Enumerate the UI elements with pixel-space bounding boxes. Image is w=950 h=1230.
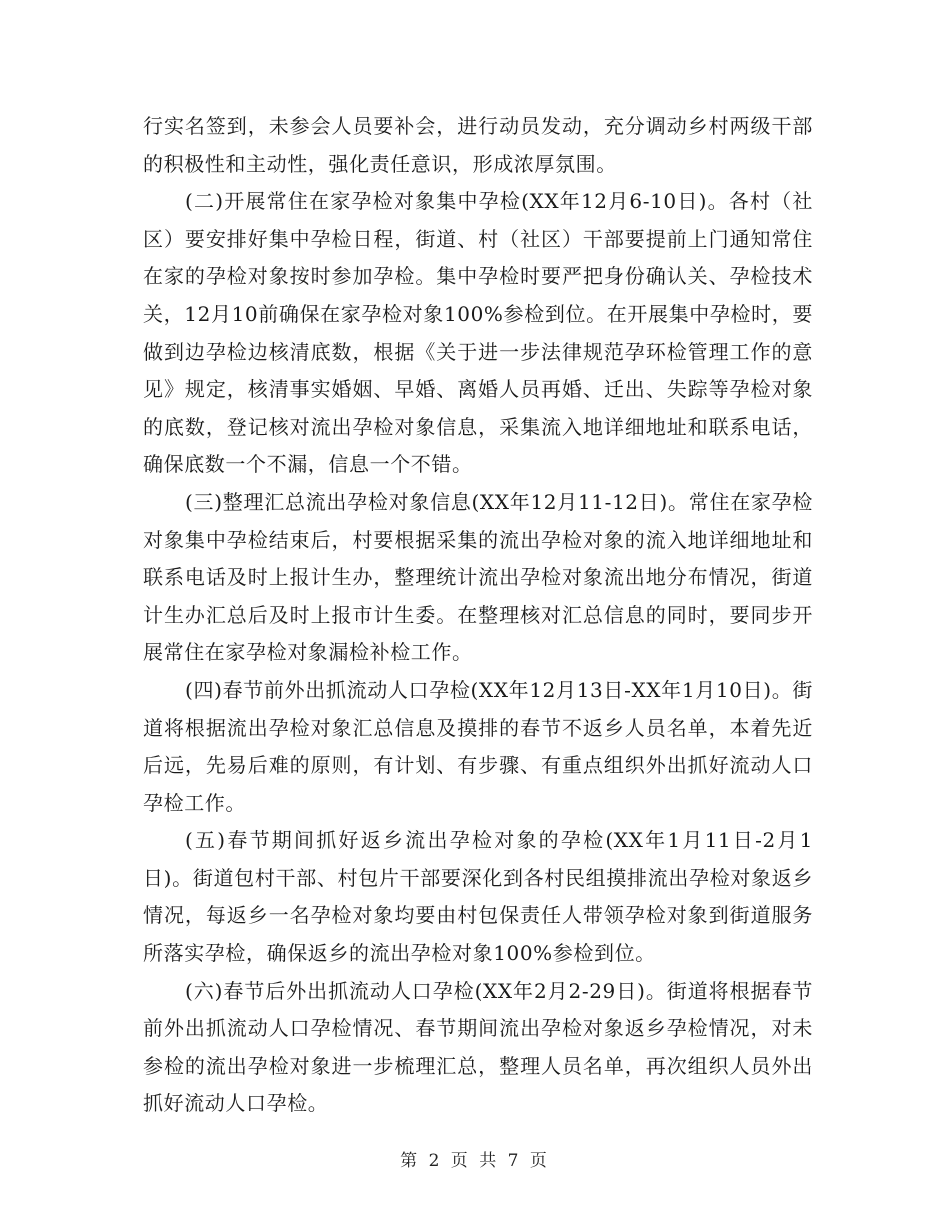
paragraph-section-3: (三)整理汇总流出孕检对象信息(XX年12月11-12日)。常住在家孕检对象集中孕检结束后，村要根据采集的流出孕检对象的流入地详细地址和联系电话及时上报计生办，整理统计流出孕检对象流出地分布情况，街道计生办汇总后及时上报市计生委。在整理核对汇总信息的同时，要同步开展常住在家孕检对象漏检补检工作。 xyxy=(143,489,813,665)
paragraph-section-5: (五)春节期间抓好返乡流出孕检对象的孕检(XX年1月11日-2月1日)。街道包村干部、村包片干部要深化到各村民组摸排流出孕检对象返乡情况，每返乡一名孕检对象均要由村包保责任人带领孕检对象到街道服务所落实孕检，确保返乡的流出孕检对象100%参检到位。 xyxy=(143,828,813,966)
paragraph-continuation: 行实名签到，未参会人员要补会，进行动员发动，充分调动乡村两级干部的积极性和主动性，强化责任意识，形成浓厚氛围。 xyxy=(143,114,813,176)
paragraph-section-4: (四)春节前外出抓流动人口孕检(XX年12月13日-XX年1月10日)。街道将根据流出孕检对象汇总信息及摸排的春节不返乡人员名单，本着先近后远，先易后难的原则，有计划、有步骤、有重点组织外出抓好流动人口孕检工作。 xyxy=(143,677,813,815)
document-body xyxy=(143,108,813,1123)
page-number-footer: 第 2 页 共 7 页 xyxy=(400,1151,550,1171)
paragraph-section-6: (六)春节后外出抓流动人口孕检(XX年2月2-29日)。街道将根据春节前外出抓流动人口孕检情况、春节期间流出孕检对象返乡孕检情况，对未参检的流出孕检对象进一步梳理汇总，整理人员名单，再次组织人员外出抓好流动人口孕检。 xyxy=(143,978,813,1116)
paragraph-section-2: (二)开展常住在家孕检对象集中孕检(XX年12月6-10日)。各村（社区）要安排好集中孕检日程，街道、村（社区）干部要提前上门通知常住在家的孕检对象按时参加孕检。集中孕检时要严把身份确认关、孕检技术关，12月10前确保在家孕检对象100%参检到位。在开展集中孕检时，要做到边孕检边核清底数，根据《关于进一步法律规范孕环检管理工作的意见》规定，核清事实婚姻、早婚、离婚人员再婚、迁出、失踪等孕检对象的底数，登记核对流出孕检对象信息，采集流入地详细地址和联系电话，确保底数一个不漏，信息一个不错。 xyxy=(143,189,813,477)
